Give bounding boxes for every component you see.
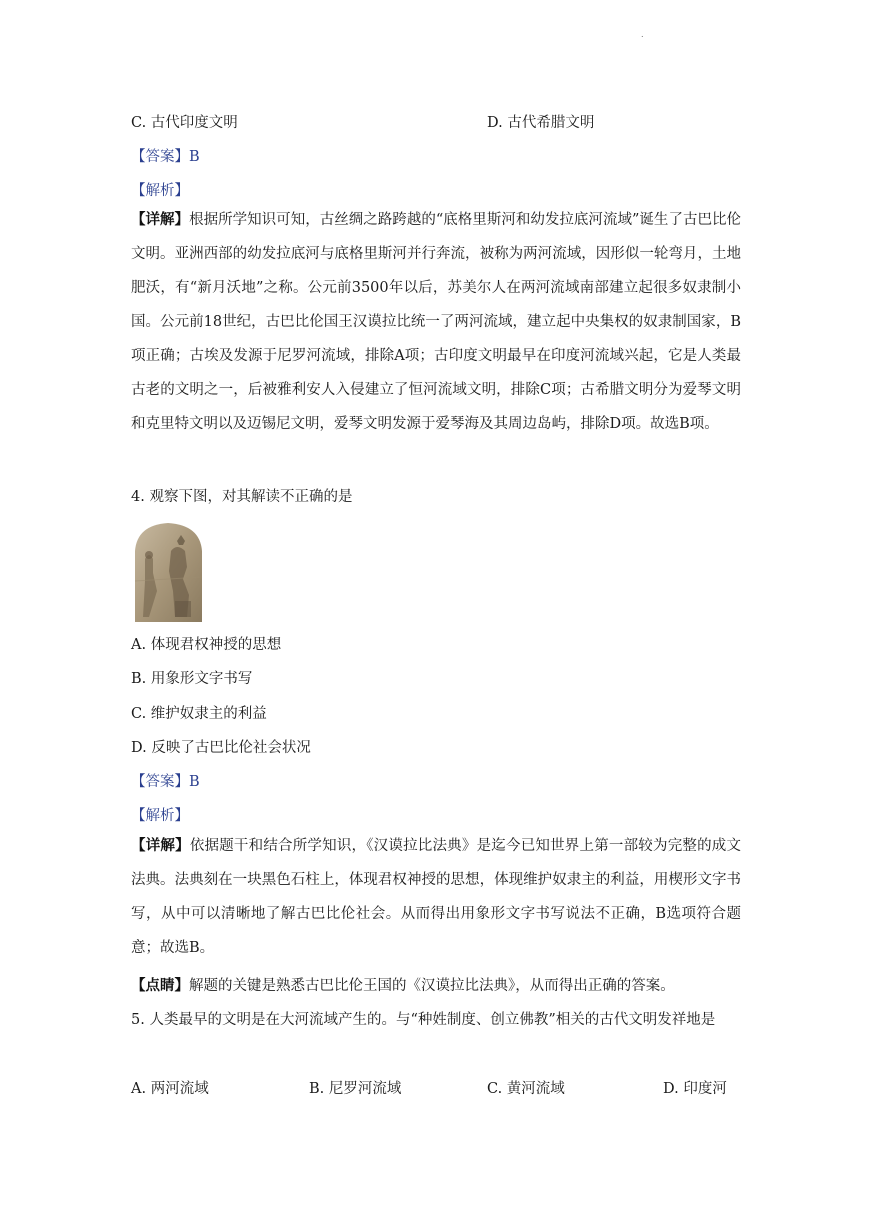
q4-tip	[131, 976, 675, 996]
page-mark: .	[641, 30, 644, 39]
q4-detail-text: 依据题干和结合所学知识，《汉谟拉比法典》是迄今已知世界上第一部较为完整的成文法典。法典刻在一块黑色石柱上，体现君权神授的思想，体现维护奴隶主的利益，用楔形文字书写，从中可以清晰地了解古巴比伦社会。从而得出用象形文字书写说法不正确，B选项符合题意；故选B。	[131, 838, 742, 956]
q4-detail	[131, 829, 741, 965]
q3-option-c: C. 古代印度文明	[131, 115, 238, 131]
q4-detail-tag: 【详解】	[131, 837, 190, 854]
q3-answer: 【答案】B	[131, 149, 200, 165]
q4-answer: 【答案】B	[131, 774, 200, 790]
hammurabi-stele-image	[131, 521, 206, 622]
q5-option-c: C. 黄河流域	[487, 1081, 565, 1097]
q4-option-d: D. 反映了古巴比伦社会状况	[131, 740, 311, 756]
q3-option-d: D. 古代希腊文明	[487, 115, 595, 131]
q4-option-c: C. 维护奴隶主的利益	[131, 706, 267, 722]
q3-detail	[131, 203, 741, 441]
q4-analysis-heading: 【解析】	[131, 808, 189, 824]
q3-detail-text: 根据所学知识可知，古丝绸之路跨越的“底格里斯河和幼发拉底河流域”诞生了古巴比伦文明。亚洲西部的幼发拉底河与底格里斯河并行奔流，被称为两河流域，因形似一轮弯月，土地肥沃，有“新月沃地”之称。公元前3500年以后，苏美尔人在两河流域南部建立起很多奴隶制小国。公元前18世纪，古巴比伦国王汉谟拉比统一了两河流域，建立起中央集权的奴隶制国家，B项正确；古埃及发源于尼罗河流域，排除A项；古印度文明最早在印度河流域兴起，它是人类最古老的文明之一，后被雅利安人入侵建立了恒河流域文明，排除C项；古希腊文明分为爱琴文明和克里特文明以及迈锡尼文明，爱琴文明发源于爱琴海及其周边岛屿，排除D项。故选B项。	[131, 212, 742, 432]
q4-tip-text: 解题的关键是熟悉古巴比伦王国的《汉谟拉比法典》，从而得出正确的答案。	[189, 978, 675, 994]
q4-tip-tag: 【点睛】	[131, 977, 189, 994]
q5-option-a: A. 两河流域	[131, 1081, 209, 1097]
q4-option-a: A. 体现君权神授的思想	[131, 637, 282, 653]
q4-option-b: B. 用象形文字书写	[131, 671, 253, 687]
q4-stem: 4. 观察下图，对其解读不正确的是	[131, 489, 353, 505]
stele-illustration	[131, 521, 206, 622]
q5-option-d: D. 印度河	[663, 1081, 727, 1097]
q3-detail-tag: 【详解】	[131, 211, 190, 228]
q5-stem: 5. 人类最早的文明是在大河流域产生的。与“种姓制度、创立佛教”相关的古代文明发祥地是	[131, 1012, 716, 1028]
q5-option-b: B. 尼罗河流域	[309, 1081, 402, 1097]
q3-analysis-heading: 【解析】	[131, 183, 189, 199]
